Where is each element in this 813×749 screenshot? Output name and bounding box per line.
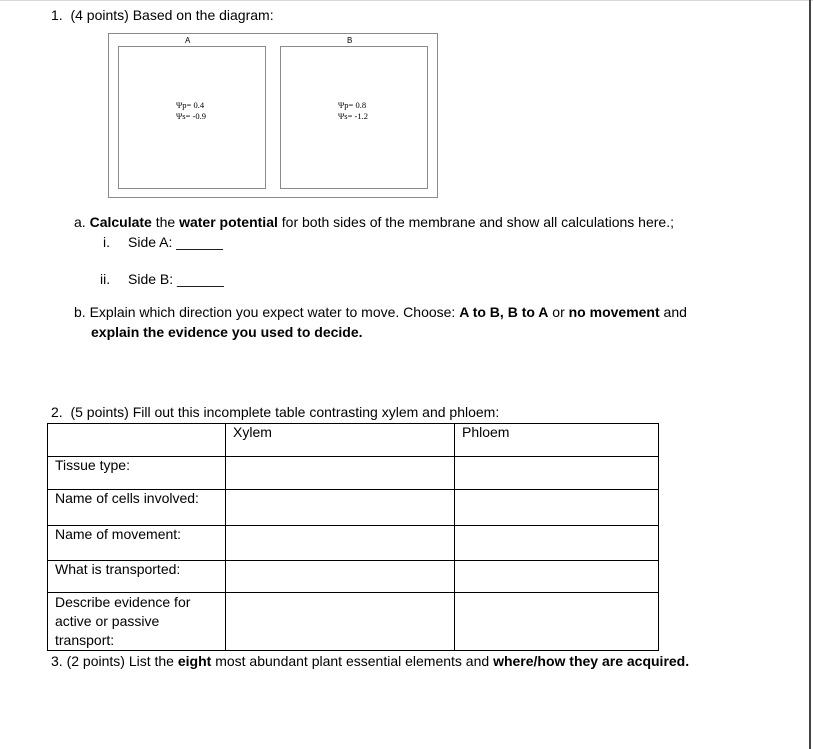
q1b-marker: b.: [74, 304, 86, 320]
xylem-tissue-type-cell[interactable]: [226, 457, 455, 490]
q1b-bold-directions: A to B, B to A: [459, 304, 549, 320]
q3-bold-eight: eight: [177, 653, 212, 669]
row-label-evidence: [48, 593, 226, 651]
row-label-tissue-type: Tissue type:: [48, 457, 226, 490]
phloem-movement-cell[interactable]: [455, 526, 659, 561]
side-b-solute-potential: Ψs= -1.2: [338, 111, 368, 121]
xylem-evidence-cell[interactable]: [226, 593, 455, 651]
q2-number: 2.: [51, 404, 63, 420]
q2-heading: [51, 404, 499, 420]
q1-heading-text: (4 points) Based on the diagram:: [70, 7, 274, 23]
q3-text2: most abundant plant essential elements and: [211, 653, 494, 669]
phloem-tissue-type-cell[interactable]: [455, 457, 659, 490]
table-row: [48, 593, 659, 651]
header-phloem: Phloem: [455, 424, 659, 457]
phloem-evidence-cell[interactable]: [455, 593, 659, 651]
xylem-cells-cell[interactable]: [226, 490, 455, 526]
q1a-bold-water-potential: water potential: [179, 214, 278, 230]
q1b-text1: Explain which direction you expect water to move. Choose:: [89, 304, 460, 320]
q1a-text2: for both sides of the membrane and show all calculations here.;: [277, 214, 674, 230]
q1a-i-side-a: Side A: ______: [128, 234, 223, 250]
q1a-bold-calculate: Calculate: [89, 214, 152, 230]
phloem-cells-cell[interactable]: [455, 490, 659, 526]
q1a-marker: a.: [74, 214, 86, 230]
q1a-line: [74, 214, 674, 230]
side-b-label: B: [347, 36, 353, 45]
q3-bold-where-how: where/how they are acquired.: [493, 653, 690, 669]
q1-number: 1.: [51, 7, 63, 23]
q1b-line1: [74, 304, 687, 320]
q3-text1: (2 points) List the: [66, 653, 178, 669]
q1b-text2: or: [548, 304, 569, 320]
header-xylem: Xylem: [226, 424, 455, 457]
table-row: [48, 561, 659, 593]
page-top-edge: [0, 0, 813, 1]
xylem-phloem-table: [47, 423, 659, 651]
q1-heading: [51, 7, 274, 23]
q1b-line2: [91, 324, 363, 340]
page-right-edge: [809, 0, 811, 749]
q1a-ii-side-b: Side B: ______: [128, 271, 224, 287]
row-label-cells-involved: Name of cells involved:: [48, 490, 226, 526]
q2-heading-text: (5 points) Fill out this incomplete table contrasting xylem and phloem:: [70, 404, 500, 420]
q1b-bold-no-movement: no movement: [568, 304, 660, 320]
q1a-ii-marker: ii.: [100, 271, 111, 287]
q3-number: 3.: [51, 653, 63, 669]
xylem-transported-cell[interactable]: [226, 561, 455, 593]
q1b-text3: and: [659, 304, 687, 320]
table-row: [48, 457, 659, 490]
q3-line: [51, 653, 689, 669]
row-label-evidence-line1: Describe evidence for: [55, 594, 191, 610]
side-a-solute-potential: Ψs= -0.9: [176, 111, 206, 121]
header-blank-cell: [48, 424, 226, 457]
row-label-evidence-line2: active or passive transport:: [55, 613, 160, 648]
phloem-transported-cell[interactable]: [455, 561, 659, 593]
side-a-label: A: [185, 36, 191, 45]
row-label-transported: What is transported:: [48, 561, 226, 593]
membrane-diagram: [108, 33, 438, 198]
table-header-row: [48, 424, 659, 457]
xylem-movement-cell[interactable]: [226, 526, 455, 561]
q1b-bold-evidence: explain the evidence you used to decide.: [91, 324, 363, 340]
side-a-pressure-potential: Ψp= 0.4: [176, 100, 205, 110]
row-label-movement: Name of movement:: [48, 526, 226, 561]
q1a-text1: the: [151, 214, 180, 230]
table-row: [48, 526, 659, 561]
q1a-i-marker: i.: [103, 234, 110, 250]
side-b-pressure-potential: Ψp= 0.8: [338, 100, 367, 110]
table-row: [48, 490, 659, 526]
